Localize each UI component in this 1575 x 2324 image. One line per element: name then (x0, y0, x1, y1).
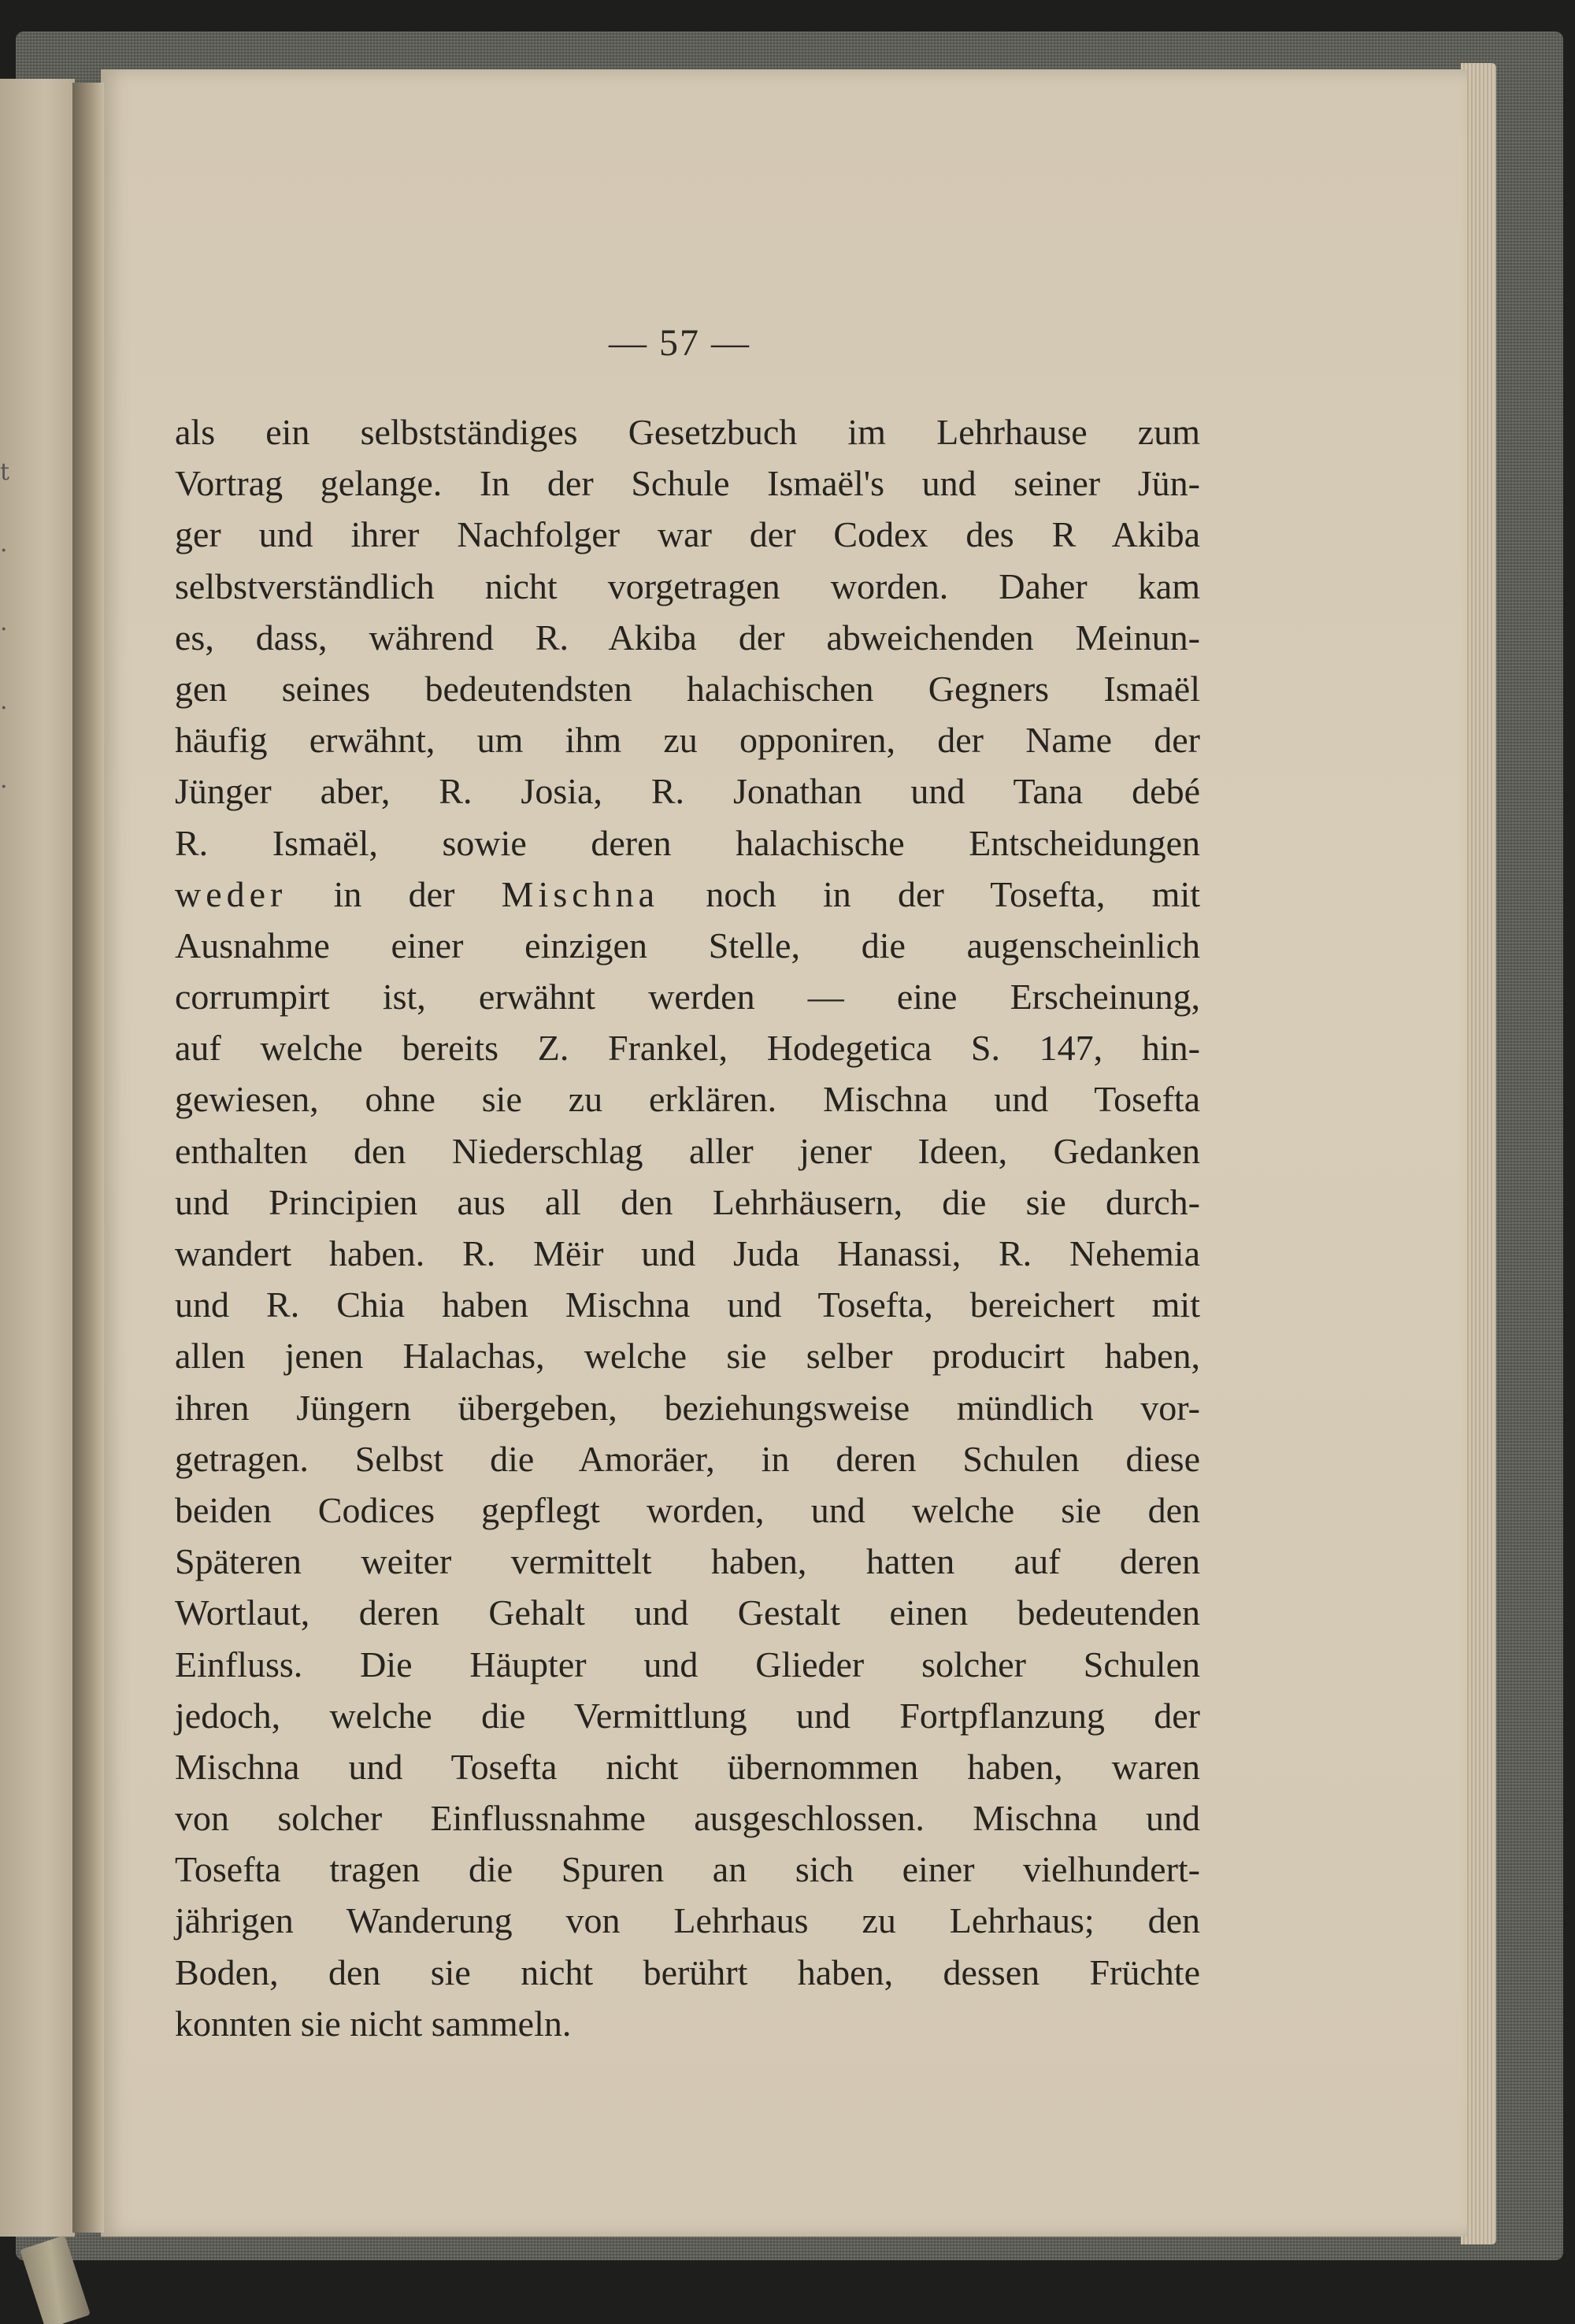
text-line: Wortlaut, deren Gehalt und Gestalt einen bedeutenden (175, 1592, 1200, 1633)
text-line: auf welche bereits Z. Frankel, Hodegetica S. 147, hin- (175, 1028, 1200, 1069)
left-page-mark: · (0, 616, 8, 643)
left-page-margin-marks (0, 433, 9, 827)
page-number: — 57 — (609, 322, 750, 364)
text-line: von solcher Einflussnahme ausgeschlossen. Mischna und (175, 1798, 1200, 1839)
text-line: gewiesen, ohne sie zu erklären. Mischna und Tosefta (175, 1079, 1200, 1120)
left-page-mark: · (0, 773, 8, 801)
left-page-mark: · (0, 537, 8, 565)
left-page-mark: t (0, 458, 10, 486)
page-gutter-shadow (72, 83, 104, 2233)
text-line: und R. Chia haben Mischna und Tosefta, bereichert mit (175, 1284, 1200, 1325)
text-line: Tosefta tragen die Spuren an sich einer vielhundert- (175, 1849, 1200, 1890)
text-line: R. Ismaël, sowie deren halachische Entscheidungen (175, 822, 1200, 863)
text-line: als ein selbstständiges Gesetzbuch im Lehrhause zum (175, 412, 1200, 452)
text-line: enthalten den Niederschlag aller jener Ideen, Gedanken (175, 1130, 1200, 1171)
left-facing-page (0, 79, 75, 2237)
text-line: Mischna und Tosefta nicht übernommen haben, waren (175, 1746, 1200, 1787)
text-line: häufig erwähnt, um ihm zu opponiren, der Name der (175, 720, 1200, 761)
text-line: Ausnahme einer einzigen Stelle, die augenscheinlich (175, 925, 1200, 966)
text-line: Jünger aber, R. Josia, R. Jonathan und Tana debé (175, 771, 1200, 812)
left-page-mark: · (0, 695, 8, 722)
text-line: getragen. Selbst die Amoräer, in deren Schulen diese (175, 1438, 1200, 1479)
text-line: es, dass, während R. Akiba der abweichenden Meinun- (175, 617, 1200, 658)
right-page (101, 69, 1467, 2237)
text-line: corrumpirt ist, erwähnt werden — eine Erscheinung, (175, 977, 1200, 1017)
text-line: allen jenen Halachas, welche sie selber producirt haben, (175, 1336, 1200, 1377)
text-line: Boden, den sie nicht berührt haben, dessen Früchte (175, 1951, 1200, 1992)
text-line: ger und ihrer Nachfolger war der Codex des R Akiba (175, 514, 1200, 555)
text-line: Einfluss. Die Häupter und Glieder solcher Schulen (175, 1644, 1200, 1685)
text-line: gen seines bedeutendsten halachischen Gegners Ismaël (175, 668, 1200, 709)
text-line: Vortrag gelange. In der Schule Ismaël's und seiner Jün- (175, 463, 1200, 504)
text-line: beiden Codices gepflegt worden, und welche sie den (175, 1489, 1200, 1530)
text-line: jährigen Wanderung von Lehrhaus zu Lehrhaus; den (175, 1900, 1200, 1941)
text-line: selbstverständlich nicht vorgetragen worden. Daher kam (175, 565, 1200, 606)
text-line-spaced: weder in der Mischna noch in der Tosefta, mit (175, 873, 1201, 914)
body-text (175, 406, 1200, 2049)
text-line: jedoch, welche die Vermittlung und Fortpflanzung der (175, 1695, 1200, 1736)
text-line: konnten sie nicht sammeln. (175, 2003, 572, 2044)
spaced-word: Mischna (501, 873, 660, 914)
text-line: Späteren weiter vermittelt haben, hatten auf deren (175, 1541, 1200, 1582)
text-line: ihren Jüngern übergeben, beziehungsweise mündlich vor- (175, 1387, 1200, 1428)
text-line: wandert haben. R. Mëir und Juda Hanassi, R. Nehemia (175, 1233, 1200, 1273)
spaced-word: weder (175, 873, 287, 914)
text-line: und Principien aus all den Lehrhäusern, die sie durch- (175, 1181, 1200, 1222)
